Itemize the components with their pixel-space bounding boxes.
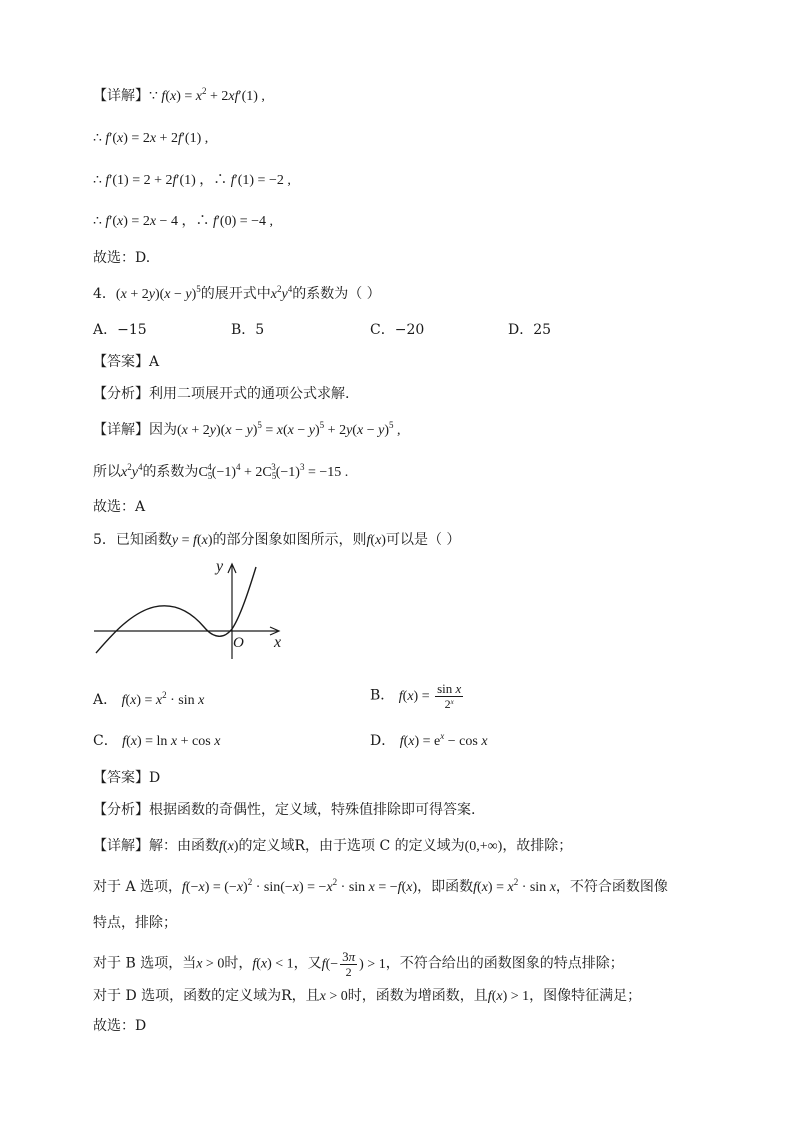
math-expression: $f(x) = x^2 \cdot \sin x$ xyxy=(473,877,556,895)
q5-stem: 5．已知函数y = f(x)的部分图象如图所示，则f(x)可以是（ ） xyxy=(93,532,461,548)
q5-analysis: 【分析】根据函数的奇偶性，定义域，特殊值排除即可得答案. xyxy=(93,802,476,818)
q5-option-a: A． $f(x) = x^2 \cdot \sin x$ xyxy=(93,690,205,708)
math-expression: ∴ f′(1) = 2 + 2f′(1) ，∴ f′(1) = −2 , xyxy=(93,173,291,188)
q4-answer: 【答案】A xyxy=(93,354,160,370)
q5-answer: 【答案】D xyxy=(93,770,161,786)
math-expression: f(x) xyxy=(219,839,239,854)
q5-detail-line-1: 【详解】解：由函数f(x)的定义域R，由于选项 C 的定义域为(0,+∞)，故排除； xyxy=(93,838,573,854)
prev-detail-line-2 xyxy=(93,128,208,149)
q5-option-b: B． f(x) = $\frac{\text{sin x}}{2^x}$ xyxy=(370,682,465,711)
q4-detail-line-1: 【详解】因为$(x + 2y)(x - y)^5 = x(x - y)^5 + 2y(x - y)^5$ , xyxy=(93,420,401,438)
math-expression: $x^2y^4$ xyxy=(270,284,293,302)
math-expression: (0,+∞) xyxy=(464,839,503,854)
math-expression: x > 0 xyxy=(196,956,225,972)
math-expression: f(x) = ln x + cos x xyxy=(122,734,221,749)
q4-detail-line-2: 所以$x^2y^4$的系数为$C_5^4(-1)^4 + 2C_5^3(-1)^3 = -15$ . xyxy=(93,462,349,481)
y-axis-label: y xyxy=(216,558,224,575)
math-expression: f(x) > 1 xyxy=(487,989,530,1004)
q5-detail-line-2: 对于 A 选项，$f(-x) = (-x)^2 \cdot \sin(-x) = -x^2 \cdot \sin x = -f(x)$，即函数$f(x) = x^2 \cdot \sin x$，不符合函数图像 xyxy=(93,877,668,895)
q4-option-a: A．−15 xyxy=(93,322,147,338)
q4-analysis: 【分析】利用二项展开式的通项公式求解. xyxy=(93,386,350,402)
math-expression: $f(x) = x^2 \cdot \sin x$ xyxy=(121,690,205,708)
q4-option-b: B．5 xyxy=(231,322,265,338)
math-expression: $(x + 2y)(x - y)^5$ xyxy=(115,284,201,302)
math-expression: $f(x) = e^x - \cos x$ xyxy=(399,731,488,749)
q5-detail-line-4: 对于 B 选项，当x > 0时，f(x) < 1，又f(− $\frac{3\pi}{2}$ ) > 1，不符合给出的函数图象的特点排除； xyxy=(93,949,624,979)
q4-conclusion: 故选：A xyxy=(93,499,146,515)
math-expression: ∵ $f(x) = x^2 + 2xf'(1)$ , xyxy=(149,86,265,104)
math-expression: x > 0 xyxy=(319,989,348,1004)
q5-option-d: D． $f(x) = e^x - \cos x$ xyxy=(370,731,488,749)
math-expression: ∴ f′(x) = 2x − 4 ，∴ f′(0) = −4 , xyxy=(93,214,274,229)
math-expression: $x^2y^4$ xyxy=(121,462,143,480)
q5-detail-line-5: 对于 D 选项，函数的定义域为R，且x > 0时，函数为增函数，且f(x) > 1，图像特征满足； xyxy=(93,988,642,1004)
math-expression: y = f(x) xyxy=(171,533,213,548)
math-expression: f(x) = $\frac{\text{sin x}}{2^x}$ xyxy=(398,681,462,711)
origin-label: O xyxy=(233,635,244,651)
math-expression: f(x) < 1 xyxy=(252,956,294,972)
q5-conclusion: 故选：D xyxy=(93,1018,147,1034)
q5-detail-line-3: 特点，排除； xyxy=(93,915,177,931)
math-expression: f(x) xyxy=(366,533,386,548)
detail-label: 【详解】 xyxy=(93,88,149,104)
prev-detail-line-1 xyxy=(93,86,265,107)
math-expression: $f(-x) = (-x)^2 \cdot \sin(-x) = -x^2 \cdot \sin x = -f(x)$ xyxy=(182,877,418,895)
prev-conclusion: 故选：D. xyxy=(93,250,151,266)
q5-option-c: C． f(x) = ln x + cos x xyxy=(93,733,221,749)
prev-detail-line-4 xyxy=(93,211,273,232)
q4-stem: 4．$(x + 2y)(x - y)^5$的展开式中$x^2y^4$的系数为（ ） xyxy=(93,284,381,302)
math-expression: f(− $\frac{3\pi}{2}$ ) > 1 xyxy=(321,949,386,979)
x-axis-label: x xyxy=(274,634,282,651)
function-graph xyxy=(90,555,290,667)
math-expression: $C_5^4(-1)^4 + 2C_5^3(-1)^3 = -15$ . xyxy=(198,462,349,481)
math-expression: $(x + 2y)(x - y)^5 = x(x - y)^5 + 2y(x - y)^5$ , xyxy=(177,420,401,438)
prev-detail-line-3 xyxy=(93,170,291,191)
q4-option-c: C．−20 xyxy=(370,322,425,338)
q4-option-d: D．25 xyxy=(508,322,552,338)
math-expression: ∴ f′(x) = 2x + 2f′(1) , xyxy=(93,131,209,146)
